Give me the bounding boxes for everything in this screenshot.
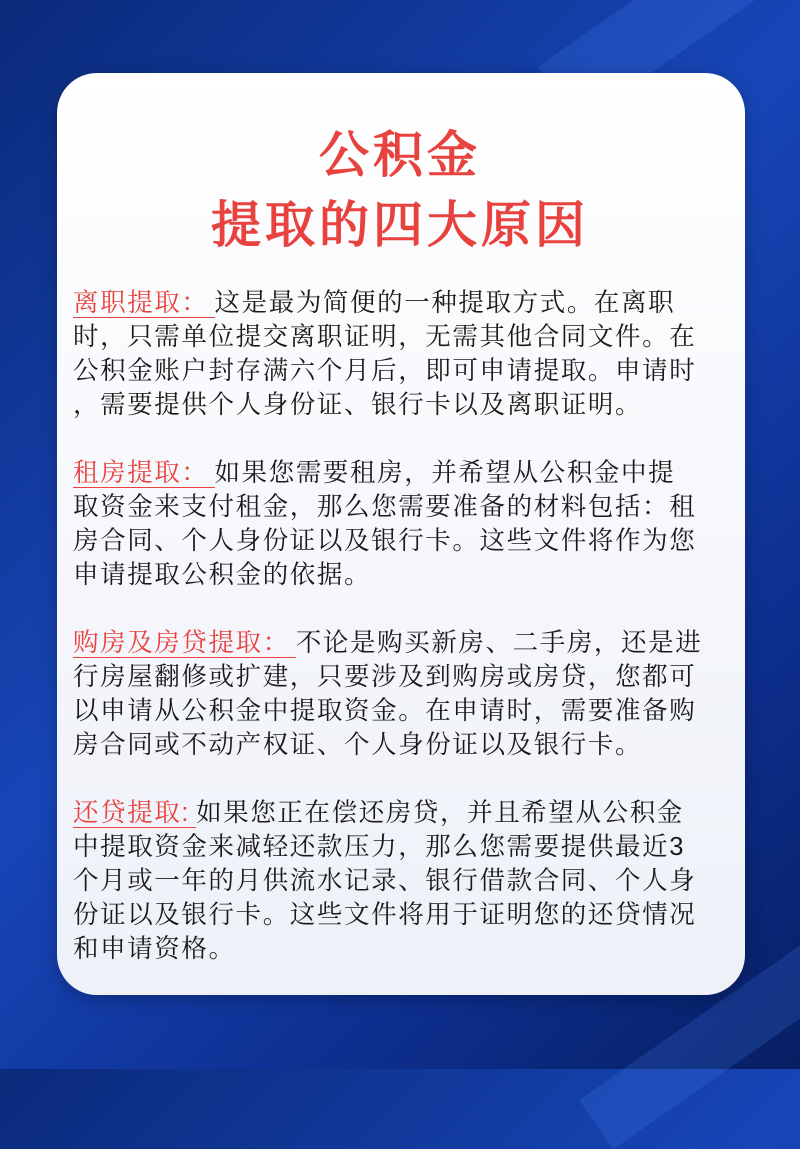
section-text: 申请提取公积金的依据。	[73, 561, 372, 589]
section-text: 如果您正在偿还房贷，并且希望从公积金	[196, 799, 684, 827]
section-label: 租房提取：	[73, 459, 215, 488]
text-line	[73, 286, 743, 320]
section-text: 中提取资金来减轻还款压力，那么您需要提供最近3	[73, 833, 685, 861]
text-line	[73, 932, 743, 966]
text-line	[73, 354, 743, 388]
reason-section	[73, 456, 743, 592]
text-line	[73, 728, 743, 762]
text-line	[73, 796, 743, 830]
section-text: 取资金来支付租金，那么您需要准备的材料包括：租	[73, 493, 697, 521]
section-text: 和申请资格。	[73, 935, 236, 963]
section-label: 还贷提取:	[73, 799, 196, 828]
reason-section	[73, 286, 743, 422]
section-text: 以申请从公积金中提取资金。在申请时，需要准备购	[73, 697, 697, 725]
text-line	[73, 694, 743, 728]
text-line	[73, 660, 743, 694]
text-line	[73, 320, 743, 354]
section-text: ，需要提供个人身份证、银行卡以及离职证明。	[73, 391, 643, 419]
text-line	[73, 490, 743, 524]
reason-section	[73, 796, 743, 966]
text-line	[73, 626, 743, 660]
section-text: 行房屋翻修或扩建，只要涉及到购房或房贷，您都可	[73, 663, 697, 691]
text-line	[73, 524, 743, 558]
reason-section	[73, 626, 743, 762]
reason-list	[73, 286, 743, 1000]
text-line	[73, 456, 743, 490]
text-line	[73, 898, 743, 932]
section-text: 时，只需单位提交离职证明，无需其他合同文件。在	[73, 323, 697, 351]
section-label: 离职提取：	[73, 289, 215, 318]
section-text: 房合同、个人身份证以及银行卡。这些文件将作为您	[73, 527, 697, 555]
section-text: 个月或一年的月供流水记录、银行借款合同、个人身	[73, 867, 697, 895]
text-line	[73, 830, 743, 864]
text-line	[73, 558, 743, 592]
section-text: 不论是购买新房、二手房，还是进	[295, 629, 703, 657]
page-title: 公积金	[319, 127, 481, 183]
text-line	[73, 388, 743, 422]
section-text: 公积金账户封存满六个月后，即可申请提取。申请时	[73, 357, 697, 385]
section-text: 份证以及银行卡。这些文件将用于证明您的还贷情况	[73, 901, 697, 929]
text-line	[73, 864, 743, 898]
section-text: 这是最为简便的一种提取方式。在离职	[214, 289, 676, 317]
section-label: 购房及房贷提取：	[73, 629, 296, 658]
page-subtitle: 提取的四大原因	[211, 197, 589, 253]
section-text: 如果您需要租房，并希望从公积金中提	[214, 459, 676, 487]
section-text: 房合同或不动产权证、个人身份证以及银行卡。	[73, 731, 643, 759]
